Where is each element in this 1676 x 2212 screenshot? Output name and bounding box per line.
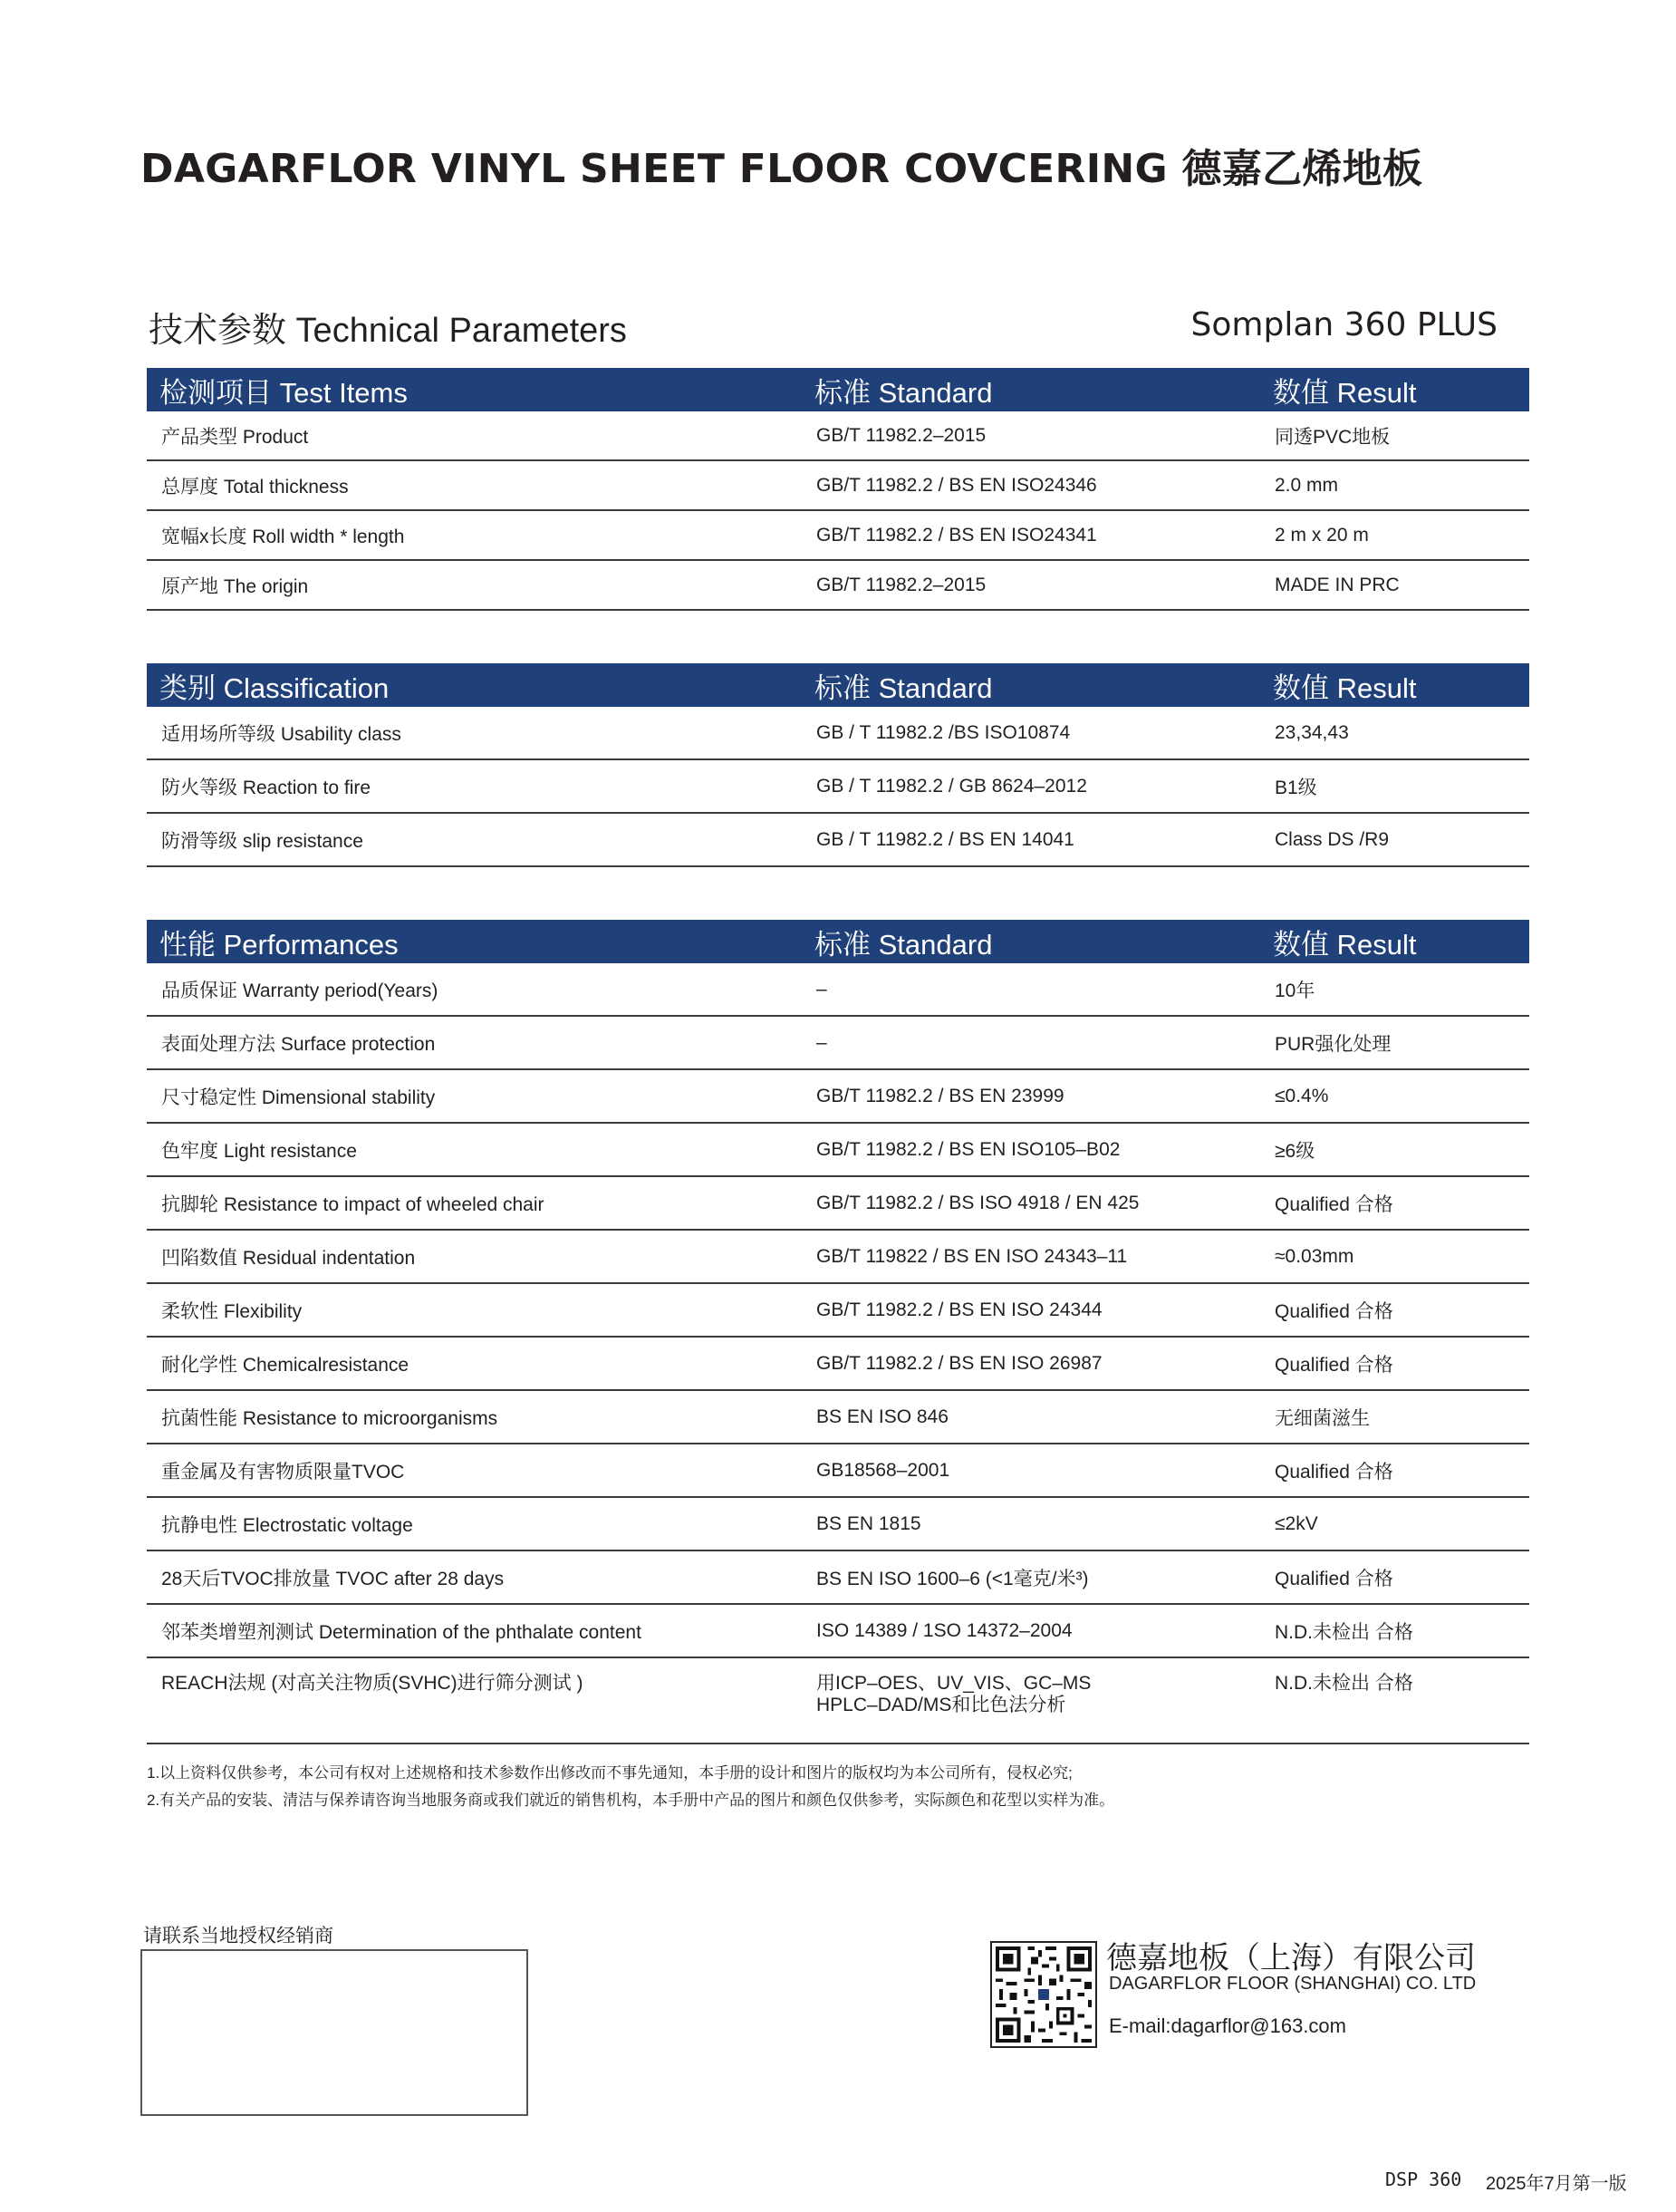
item-cell: 尺寸稳定性 Dimensional stability <box>147 1069 802 1123</box>
item-cell: 柔软性 Flexibility <box>147 1283 802 1337</box>
item-cell: 表面处理方法 Surface protection <box>147 1016 802 1069</box>
company-name-cn: 德嘉地板（上海）有限公司 <box>1106 1941 1476 1975</box>
item-cell: 凹陷数值 Residual indentation <box>147 1230 802 1283</box>
table-row <box>147 1016 1529 1069</box>
disclaimer-notes <box>147 1760 1114 1814</box>
standard-cell: GB/T 119822 / BS EN ISO 24343–11 <box>802 1230 1260 1283</box>
standard-line-1: 用ICP–OES、UV_VIS、GC–MS <box>816 1673 1092 1694</box>
table-header-row <box>147 368 1529 411</box>
product-name: Somplan 360 PLUS <box>1190 306 1498 343</box>
qr-code-icon <box>990 1941 1097 2048</box>
result-cell: ≥6级 <box>1260 1123 1529 1176</box>
header-cell: 标准 Standard <box>802 920 1260 963</box>
result-cell: Qualified 合格 <box>1260 1444 1529 1497</box>
table-header-row <box>147 663 1529 707</box>
standard-cell: GB/T 11982.2 / BS EN ISO 26987 <box>802 1337 1260 1390</box>
item-cell: 抗菌性能 Resistance to microorganisms <box>147 1390 802 1444</box>
standard-line-2: HPLC–DAD/MS和比色法分析 <box>816 1695 1066 1715</box>
standard-cell: GB/T 11982.2 / BS EN ISO105–B02 <box>802 1123 1260 1176</box>
table-row <box>147 1230 1529 1283</box>
header-cell: 性能 Performances <box>147 920 802 963</box>
item-cell: REACH法规 (对高关注物质(SVHC)进行筛分测试 ) <box>147 1657 802 1744</box>
dealer-contact-label: 请联系当地授权经销商 <box>143 1926 333 1946</box>
item-cell: 宽幅x长度 Roll width * length <box>147 510 802 560</box>
company-name-en: DAGARFLOR FLOOR (SHANGHAI) CO. LTD <box>1109 1974 1477 1994</box>
header-cell: 类别 Classification <box>147 663 802 707</box>
result-cell: N.D.未检出 合格 <box>1260 1604 1529 1657</box>
result-cell: 2 m x 20 m <box>1260 510 1529 560</box>
header-cell: 标准 Standard <box>802 663 1260 707</box>
result-cell: ≤0.4% <box>1260 1069 1529 1123</box>
table-row <box>147 1444 1529 1497</box>
table-row <box>147 510 1529 560</box>
header-cell: 数值 Result <box>1260 663 1529 707</box>
item-cell: 原产地 The origin <box>147 560 802 610</box>
table-row <box>147 1176 1529 1230</box>
result-cell: 同透PVC地板 <box>1260 411 1529 460</box>
table-row <box>147 1497 1529 1550</box>
document-title: DAGARFLOR VINYL SHEET FLOOR COVCERING 德嘉乙烯地板 <box>140 146 1423 192</box>
standard-cell: GB/T 11982.2 / BS ISO 4918 / EN 425 <box>802 1176 1260 1230</box>
test-items-table <box>147 368 1529 611</box>
table-row <box>147 1657 1529 1744</box>
edition-date: 2025年7月第一版 <box>1486 2174 1627 2194</box>
standard-cell: GB/T 11982.2 / BS EN ISO24341 <box>802 510 1260 560</box>
item-cell: 总厚度 Total thickness <box>147 460 802 510</box>
standard-cell: GB/T 11982.2 / BS EN ISO 24344 <box>802 1283 1260 1337</box>
standard-cell: BS EN ISO 1600–6 (<1毫克/米³) <box>802 1550 1260 1604</box>
item-cell: 品质保证 Warranty period(Years) <box>147 963 802 1016</box>
table-row <box>147 1069 1529 1123</box>
table-row <box>147 813 1529 866</box>
item-cell: 产品类型 Product <box>147 411 802 460</box>
section-heading: 技术参数 Technical Parameters <box>149 312 627 350</box>
result-cell: Qualified 合格 <box>1260 1283 1529 1337</box>
standard-cell: – <box>802 1016 1260 1069</box>
table-row <box>147 1123 1529 1176</box>
note-line: 1.以上资料仅供参考，本公司有权对上述规格和技术参数作出修改而不事先通知，本手册的设计和图片的版权均为本公司所有，侵权必究; <box>147 1764 1073 1782</box>
result-cell: ≤2kV <box>1260 1497 1529 1550</box>
item-cell: 防火等级 Reaction to fire <box>147 759 802 813</box>
table-row <box>147 759 1529 813</box>
standard-cell: GB18568–2001 <box>802 1444 1260 1497</box>
result-cell: PUR强化处理 <box>1260 1016 1529 1069</box>
header-cell: 检测项目 Test Items <box>147 368 802 411</box>
standard-cell <box>802 1657 1260 1744</box>
table-row <box>147 707 1529 759</box>
company-email: E-mail:dagarflor@163.com <box>1109 2014 1346 2037</box>
result-cell: MADE IN PRC <box>1260 560 1529 610</box>
result-cell: Qualified 合格 <box>1260 1176 1529 1230</box>
item-cell: 28天后TVOC排放量 TVOC after 28 days <box>147 1550 802 1604</box>
result-cell: N.D.未检出 合格 <box>1260 1657 1529 1744</box>
document-code: DSP 360 <box>1385 2169 1462 2190</box>
dealer-stamp-box <box>140 1949 528 2116</box>
standard-cell: GB/T 11982.2 / BS EN ISO24346 <box>802 460 1260 510</box>
result-cell: B1级 <box>1260 759 1529 813</box>
standard-cell: GB / T 11982.2 / GB 8624–2012 <box>802 759 1260 813</box>
item-cell: 重金属及有害物质限量TVOC <box>147 1444 802 1497</box>
standard-cell: GB/T 11982.2–2015 <box>802 411 1260 460</box>
header-cell: 数值 Result <box>1260 920 1529 963</box>
table-row <box>147 460 1529 510</box>
item-cell: 适用场所等级 Usability class <box>147 707 802 759</box>
standard-cell: BS EN 1815 <box>802 1497 1260 1550</box>
note-line: 2.有关产品的安装、清洁与保养请咨询当地服务商或我们就近的销售机构，本手册中产品的图片和颜色仅供参考，实际颜色和花型以实样为准。 <box>147 1792 1115 1809</box>
result-cell: 无细菌滋生 <box>1260 1390 1529 1444</box>
table-row <box>147 1337 1529 1390</box>
standard-cell: BS EN ISO 846 <box>802 1390 1260 1444</box>
header-cell: 标准 Standard <box>802 368 1260 411</box>
standard-cell: GB / T 11982.2 /BS ISO10874 <box>802 707 1260 759</box>
result-cell: 10年 <box>1260 963 1529 1016</box>
classification-table <box>147 663 1529 867</box>
standard-cell: GB / T 11982.2 / BS EN 14041 <box>802 813 1260 866</box>
result-cell: 23,34,43 <box>1260 707 1529 759</box>
table-row <box>147 560 1529 610</box>
item-cell: 防滑等级 slip resistance <box>147 813 802 866</box>
standard-cell: GB/T 11982.2–2015 <box>802 560 1260 610</box>
table-row <box>147 1283 1529 1337</box>
standard-cell: – <box>802 963 1260 1016</box>
result-cell: Qualified 合格 <box>1260 1337 1529 1390</box>
performances-table <box>147 920 1529 1744</box>
result-cell: ≈0.03mm <box>1260 1230 1529 1283</box>
table-header-row <box>147 920 1529 963</box>
item-cell: 邻苯类增塑剂测试 Determination of the phthalate content <box>147 1604 802 1657</box>
result-cell: Class DS /R9 <box>1260 813 1529 866</box>
table-row <box>147 1604 1529 1657</box>
result-cell: 2.0 mm <box>1260 460 1529 510</box>
table-row <box>147 1550 1529 1604</box>
standard-cell: GB/T 11982.2 / BS EN 23999 <box>802 1069 1260 1123</box>
item-cell: 抗静电性 Electrostatic voltage <box>147 1497 802 1550</box>
table-row <box>147 1390 1529 1444</box>
item-cell: 色牢度 Light resistance <box>147 1123 802 1176</box>
standard-cell: ISO 14389 / 1SO 14372–2004 <box>802 1604 1260 1657</box>
result-cell: Qualified 合格 <box>1260 1550 1529 1604</box>
item-cell: 耐化学性 Chemicalresistance <box>147 1337 802 1390</box>
header-cell: 数值 Result <box>1260 368 1529 411</box>
table-row <box>147 963 1529 1016</box>
item-cell: 抗脚轮 Resistance to impact of wheeled chair <box>147 1176 802 1230</box>
table-row <box>147 411 1529 460</box>
